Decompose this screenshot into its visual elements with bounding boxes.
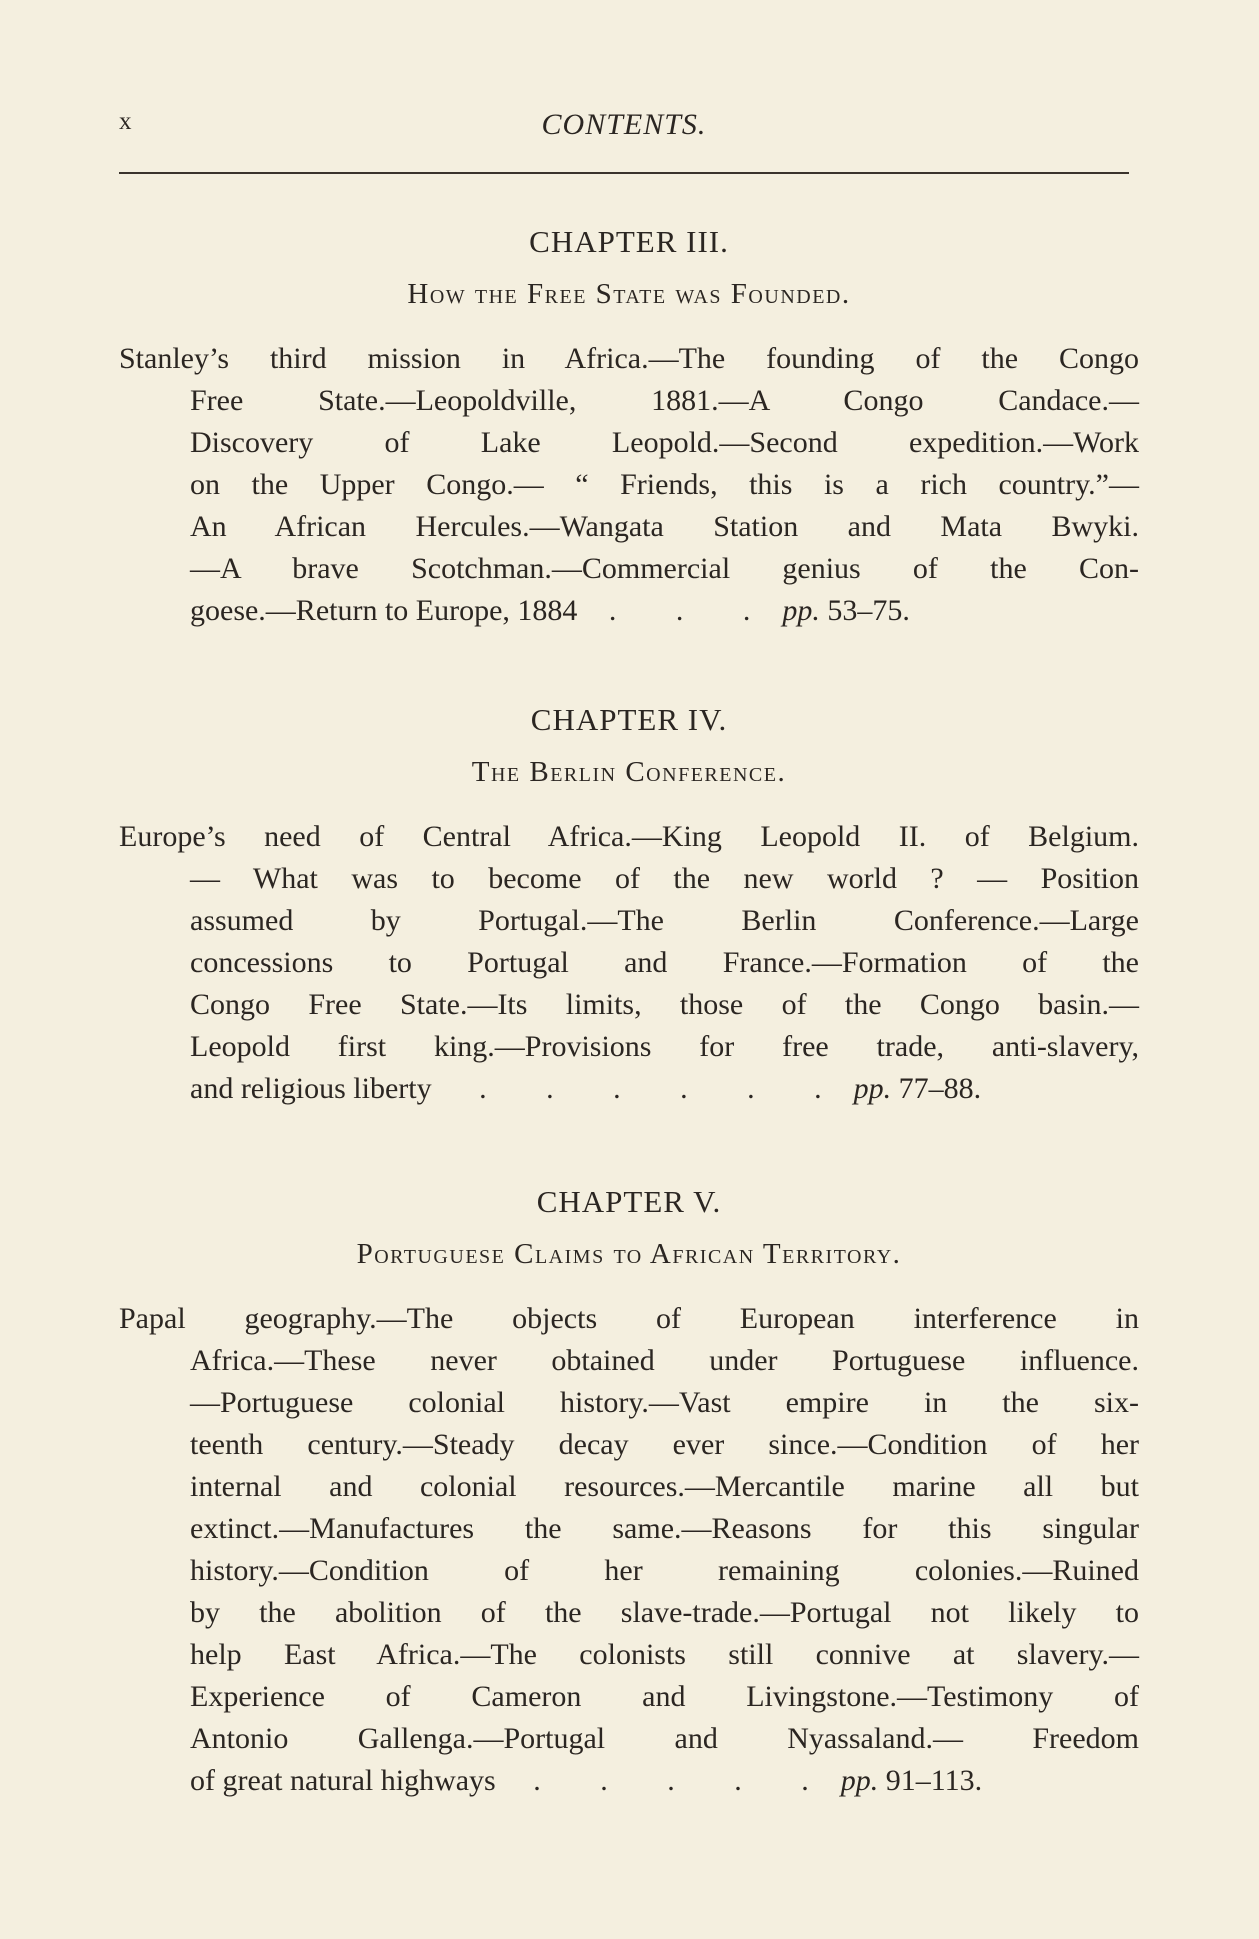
chapter-entry — [119, 222, 1139, 632]
chapter-synopsis — [119, 816, 1139, 1110]
dot-leader: . . . . . . — [479, 1072, 848, 1105]
chapter-synopsis — [119, 1298, 1139, 1802]
synopsis-last-line — [119, 590, 1139, 632]
synopsis-line: extinct.—Manufactures the same.—Reasons for this singular — [190, 1512, 1139, 1545]
synopsis-line: internal and colonial resources.—Mercantile marine all but — [190, 1470, 1139, 1503]
synopsis-line: Antonio Gallenga.—Portugal and Nyassaland.— Freedom — [190, 1722, 1139, 1755]
chapter-title: Portuguese Claims to African Territory. — [356, 1238, 902, 1270]
synopsis-line: assumed by Portugal.—The Berlin Conference.—Large — [190, 904, 1139, 937]
dot-leader: . . . . . — [533, 1764, 835, 1797]
chapter-heading: CHAPTER IV. — [530, 702, 728, 737]
running-head: CONTENTS. — [541, 108, 707, 141]
pages-label: pp. — [782, 594, 820, 627]
chapter-heading: CHAPTER III. — [529, 224, 729, 259]
synopsis-last-line — [119, 1760, 1139, 1802]
chapter-title: How the Free State was Founded. — [407, 278, 851, 310]
synopsis-line: An African Hercules.—Wangata Station and Mata Bwyki. — [190, 510, 1139, 543]
synopsis-line: Congo Free State.—Its limits, those of the Congo basin.— — [190, 988, 1139, 1021]
pages-label: pp. — [840, 1764, 879, 1797]
chapter-synopsis — [119, 338, 1139, 632]
chapter-entry — [119, 700, 1139, 1110]
synopsis-line: Africa.—These never obtained under Portuguese influence. — [190, 1344, 1139, 1377]
synopsis-line: —A brave Scotchman.—Commercial genius of the Con- — [190, 552, 1139, 585]
chapter-heading: CHAPTER V. — [536, 1184, 722, 1219]
synopsis-line: on the Upper Congo.— “ Friends, this is a rich country.”— — [190, 468, 1139, 501]
synopsis-last-line — [119, 1068, 1139, 1110]
synopsis-line: Free State.—Leopoldville, 1881.—A Congo Candace.— — [190, 384, 1139, 417]
page-header — [119, 108, 1129, 148]
synopsis-line-end: of great natural highways — [190, 1764, 496, 1797]
page-range: 53–75. — [827, 594, 910, 627]
synopsis-line: Europe’s need of Central Africa.—King Leopold II. of Belgium. — [119, 820, 1139, 853]
chapter-entry — [119, 1182, 1139, 1802]
synopsis-line: Discovery of Lake Leopold.—Second expedition.—Work — [190, 426, 1139, 459]
synopsis-line: Stanley’s third mission in Africa.—The founding of the Congo — [119, 342, 1139, 375]
synopsis-line: Experience of Cameron and Livingstone.—Testimony of — [190, 1680, 1139, 1713]
synopsis-line-end: and religious liberty — [190, 1072, 432, 1105]
dot-leader: . . . — [608, 594, 777, 627]
page-range: 77–88. — [898, 1072, 982, 1105]
synopsis-line: —Portuguese colonial history.—Vast empire in the six- — [190, 1386, 1139, 1419]
synopsis-line: history.—Condition of her remaining colonies.—Ruined — [190, 1554, 1139, 1587]
synopsis-line: by the abolition of the slave-trade.—Portugal not likely to — [190, 1596, 1139, 1629]
page-range: 91–113. — [885, 1764, 983, 1797]
synopsis-line: Leopold first king.—Provisions for free trade, anti-slavery, — [190, 1030, 1139, 1063]
chapter-title: The Berlin Conference. — [471, 756, 787, 788]
synopsis-line: concessions to Portugal and France.—Formation of the — [190, 946, 1139, 979]
synopsis-line: help East Africa.—The colonists still connive at slavery.— — [190, 1638, 1139, 1671]
synopsis-line: — What was to become of the new world ? — Position — [190, 862, 1139, 895]
page-number: x — [119, 108, 132, 135]
synopsis-line: teenth century.—Steady decay ever since.—Condition of her — [190, 1428, 1139, 1461]
pages-label: pp. — [853, 1072, 892, 1105]
synopsis-line: Papal geography.—The objects of European interference in — [119, 1302, 1139, 1335]
header-rule — [119, 172, 1129, 174]
synopsis-line-end: goese.—Return to Europe, 1884 — [190, 594, 578, 627]
